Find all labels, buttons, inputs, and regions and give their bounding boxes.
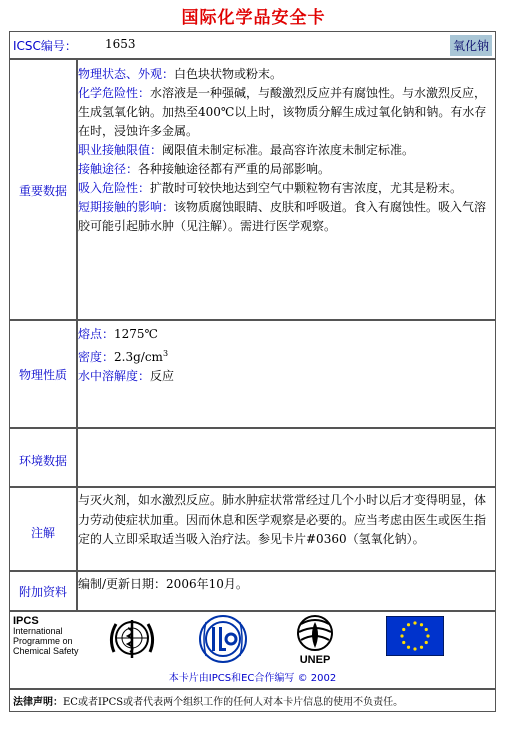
who-logo-icon (106, 614, 158, 662)
item-appearance: 物理状态、外观：白色块状物或粉末。 (78, 67, 283, 81)
item-chemical-danger: 化学危险性：水溶液是一种强碱，与酸激烈反应并有腐蚀性。与水激烈反应，生成氢氧化钠。加热至400℃以上时，该物质分解生成过氧化钠和钠。有水存在时，浸蚀许多金属。 (78, 86, 487, 138)
eu-star (420, 646, 423, 649)
eu-star (402, 641, 405, 644)
divider (10, 570, 495, 572)
additional-info-label: 附加资料 (18, 585, 67, 599)
ilo-logo-icon (198, 614, 248, 664)
unep-label: UNEP (299, 654, 331, 666)
item-short-term-effects: 短期接触的影响：该物质腐蚀眼睛、皮肤和呼吸道。食入有腐蚀性。吸入气溶胶可能引起肺水肿（见注解）。需进行医学观察。 (78, 200, 487, 233)
eu-star (425, 628, 428, 631)
item-water-solubility: 水中溶解度：反应 (78, 369, 175, 383)
environmental-data-label: 环境数据 (18, 454, 67, 468)
eu-star (413, 621, 416, 624)
eu-star (425, 641, 428, 644)
physical-properties-label: 物理性质 (18, 368, 67, 382)
environmental-data-content (78, 431, 495, 435)
item-exposure-route: 接触途径：各种接触途径都有严重的局部影响。 (78, 162, 331, 176)
eu-star (407, 646, 410, 649)
eu-star (402, 628, 405, 631)
icsc-label: ICSC编号： (13, 39, 77, 53)
chemical-name: 氧化钠 (450, 35, 492, 56)
item-melting-point: 熔点：1275℃ (78, 327, 158, 341)
icsc-number: 1653 (105, 37, 136, 51)
logos-row (10, 610, 495, 688)
ipcs-text: IPCS International Programme on Chemical Safety (13, 615, 79, 656)
eu-star (413, 647, 416, 650)
item-inhalation-risk: 吸入危险性：扩散时可较快地达到空气中颗粒物有害浓度，尤其是粉末。 (78, 181, 463, 195)
physical-properties-content (78, 323, 495, 388)
notes-label: 注解 (30, 526, 55, 540)
eu-star (400, 634, 403, 637)
notes-content: 与灭火剂，如水激烈反应。肺水肿症状常常经过几个小时以后才变得明显，体力劳动使症状加重。因而休息和医学观察是必要的。应当考虑由医生或医生指定的人立即采取适当吸入治疗法。参见卡片#0360（氢氧化钠）。 (78, 493, 487, 546)
card-frame (9, 31, 496, 712)
column-divider (76, 429, 78, 486)
divider (10, 58, 495, 60)
important-data-content (78, 63, 495, 238)
legal-notice-text: EC或者IPCS或者代表两个组织工作的任何人对本卡片信息的使用不负责任。 (63, 697, 404, 708)
eu-star (407, 623, 410, 626)
divider (10, 319, 495, 321)
icsc-row (10, 32, 495, 58)
unep-logo-icon (291, 614, 339, 654)
page-title: 国际化学品安全卡 (181, 8, 326, 28)
eu-star (426, 634, 429, 637)
legal-notice (10, 688, 495, 713)
important-data-label: 重要数据 (18, 184, 67, 198)
item-density: 密度：$2.3g/cm^3$ (78, 349, 169, 364)
eu-flag-icon (386, 616, 444, 656)
additional-info-content: 编制/更新日期：2006年10月。 (78, 577, 248, 591)
divider (10, 427, 495, 429)
credit-text: 本卡片由IPCS和EC合作编写 © 2002 (168, 673, 337, 684)
item-exposure-limit: 职业接触限值：阈限值未制定标准。最高容许浓度未制定标准。 (78, 143, 415, 157)
eu-star (420, 623, 423, 626)
divider (10, 486, 495, 488)
legal-notice-label: 法律声明： (13, 697, 63, 708)
